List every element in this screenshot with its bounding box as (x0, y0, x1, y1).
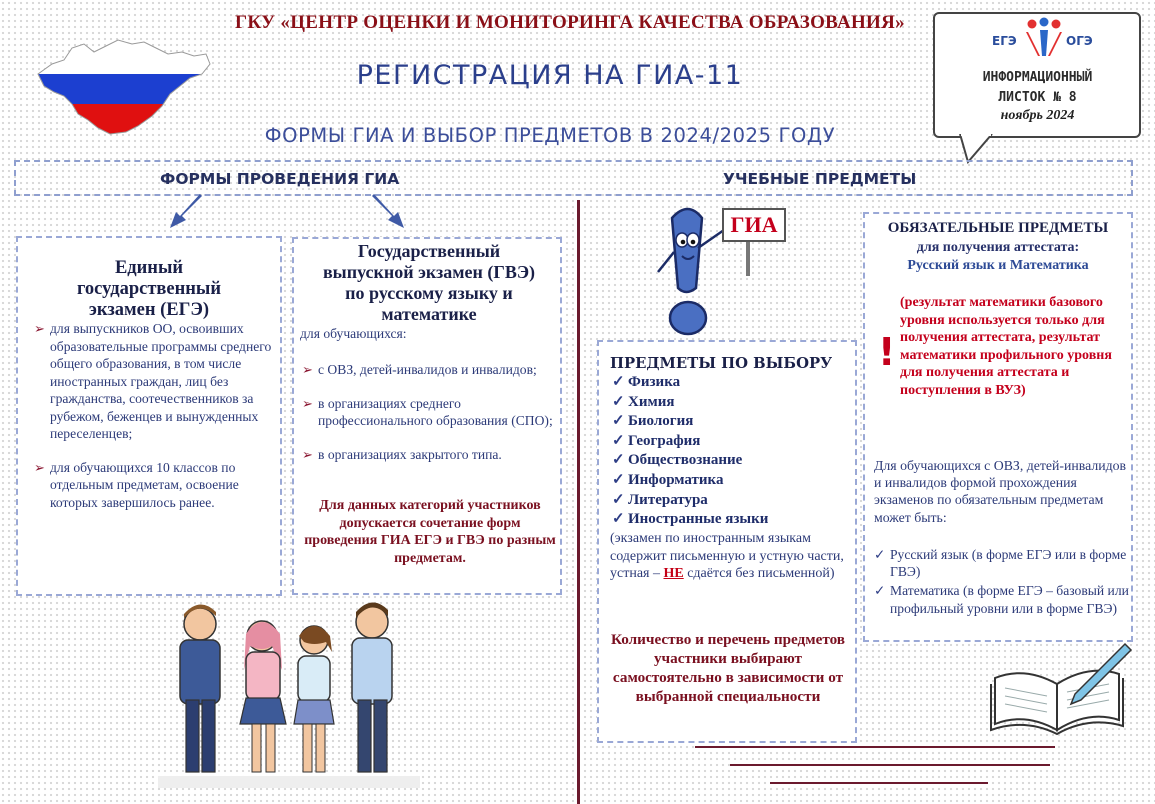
gve-heading-line3: по русскому языку и (345, 283, 513, 303)
elective-subjects-heading: ПРЕДМЕТЫ ПО ВЫБОРУ (610, 355, 833, 372)
info-leaflet-line1: ИНФОРМАЦИОННЫЙ (982, 70, 1093, 85)
ege-heading-line2: государственный (76, 279, 222, 299)
list-item: ➢ для выпускников ОО, освоивших образовательные программы среднего общего образования, в том числе иностранных граждан, лиц без гражданства, соотечественников за рубежом, беженцев и вынужденных переселенцев; (34, 321, 272, 441)
info-leaflet-date: ноябрь 2024 (1000, 108, 1075, 123)
ege-heading-line3: экзамен (ЕГЭ) (88, 300, 210, 320)
column-divider (577, 200, 580, 804)
list-item: ✓ Литература (612, 491, 848, 511)
ovz-intro: Для обучающихся с ОВЗ, детей-инвалидов и инвалидов формой прохождения экзаменов по обязательным предметам может быть: (874, 458, 1127, 525)
arrow-down-icon (168, 194, 208, 232)
gia-sign: ГИА (722, 208, 786, 242)
students-illustration (158, 600, 420, 790)
arrow-down-icon (366, 194, 406, 232)
elective-subjects-list (612, 373, 848, 530)
gve-combination-note: Для данных категорий участников допускается сочетание форм проведения ГИА ЕГЭ и ГВЭ по разным предметам. (304, 498, 556, 566)
open-book-icon (985, 638, 1135, 738)
mandatory-subjects-names: Русский язык и Математика (907, 258, 1089, 273)
footer-rule (770, 782, 988, 784)
check-icon: ✓ (612, 413, 625, 430)
section-forms-title: ФОРМЫ ПРОВЕДЕНИЯ ГИА (160, 170, 400, 188)
check-icon: ✓ (874, 547, 886, 562)
footer-rule (730, 764, 1050, 766)
elective-footer-note: Количество и перечень предметов участники выбирают самостоятельно в зависимости от выбранной специальности (610, 631, 846, 705)
list-item: ✓ Информатика (612, 471, 848, 491)
check-icon: ✓ (612, 432, 625, 449)
list-item: ✓ Иностранные языки (612, 510, 848, 530)
gve-heading (300, 241, 558, 325)
check-icon: ✓ (612, 491, 625, 508)
ne-emphasis: НЕ (663, 566, 684, 581)
list-item: ➢ в организациях закрытого типа. (302, 446, 502, 462)
gve-heading-line2: выпускной экзамен (ГВЭ) (322, 262, 536, 282)
list-item: ➢ в организациях среднего профессионального образования (СПО); (302, 395, 553, 428)
list-item: ✓ Химия (612, 393, 848, 413)
mandatory-subjects-heading: ОБЯЗАТЕЛЬНЫЕ ПРЕДМЕТЫ (887, 220, 1109, 236)
check-icon: ✓ (612, 374, 625, 390)
check-icon: ✓ (612, 511, 625, 528)
ege-audience-list (34, 320, 278, 511)
arrow-bullet-icon: ➢ (302, 446, 313, 462)
section-subjects-title: УЧЕБНЫЕ ПРЕДМЕТЫ (723, 170, 917, 188)
logo-label-oge: ОГЭ (1066, 34, 1093, 48)
ovz-options-list (874, 546, 1129, 617)
mandatory-subjects-sub: для получения аттестата: (916, 240, 1080, 255)
gve-heading-line4: математике (381, 304, 477, 324)
gve-heading-line1: Государственный (357, 241, 501, 261)
info-leaflet-line2: ЛИСТОК № 8 (998, 90, 1077, 105)
list-item: ✓ Биология (612, 412, 848, 432)
arrow-bullet-icon: ➢ (34, 459, 45, 475)
list-item: ➢ для обучающихся 10 классов по отдельным предметам, освоение которых завершилось ранее. (34, 459, 239, 510)
logo-label-ege: ЕГЭ (992, 34, 1017, 48)
list-item: ✓ Физика (612, 373, 848, 393)
crimea-map-icon (34, 34, 214, 138)
check-icon: ✓ (612, 452, 625, 469)
arrow-bullet-icon: ➢ (302, 362, 313, 377)
organization-title: ГКУ «ЦЕНТР ОЦЕНКИ И МОНИТОРИНГА КАЧЕСТВА ОБРАЗОВАНИЯ» (235, 12, 905, 33)
list-item: ✓ Русский язык (в форме ЕГЭ или в форме ГВЭ) (874, 547, 1127, 580)
check-icon: ✓ (612, 471, 625, 488)
list-item: ✓ Обществознание (612, 451, 848, 471)
exclamation-icon: ! (878, 330, 896, 374)
check-icon: ✓ (612, 393, 625, 410)
gve-intro: для обучающихся: (300, 326, 407, 341)
foreign-language-note: (экзамен по иностранным языкам содержит письменную и устную части, устная – НЕ сдаётся без письменной) (610, 531, 844, 581)
list-item: ➢ с ОВЗ, детей-инвалидов и инвалидов; (302, 362, 537, 377)
list-item: ✓ Математика (в форме ЕГЭ – базовый или профильный уровни или в форме ГВЭ) (874, 583, 1129, 616)
gve-audience-list (302, 361, 558, 463)
arrow-bullet-icon: ➢ (34, 321, 45, 336)
footer-rule (695, 746, 1055, 748)
page-subtitle: ФОРМЫ ГИА И ВЫБОР ПРЕДМЕТОВ В 2024/2025 ГОДУ (264, 124, 836, 147)
math-level-note: (результат математики базового уровня используется только для получения аттестата, результат математики профильного уровня для получения аттестата и поступления в ВУЗ) (900, 295, 1112, 398)
page-title: РЕГИСТРАЦИЯ НА ГИА-11 (356, 60, 744, 91)
list-item: ✓ География (612, 432, 848, 452)
ege-heading-line1: Единый (114, 258, 184, 278)
check-icon: ✓ (874, 583, 886, 599)
info-leaflet-title (945, 68, 1130, 108)
arrow-bullet-icon: ➢ (302, 395, 313, 411)
ege-heading (22, 258, 276, 321)
